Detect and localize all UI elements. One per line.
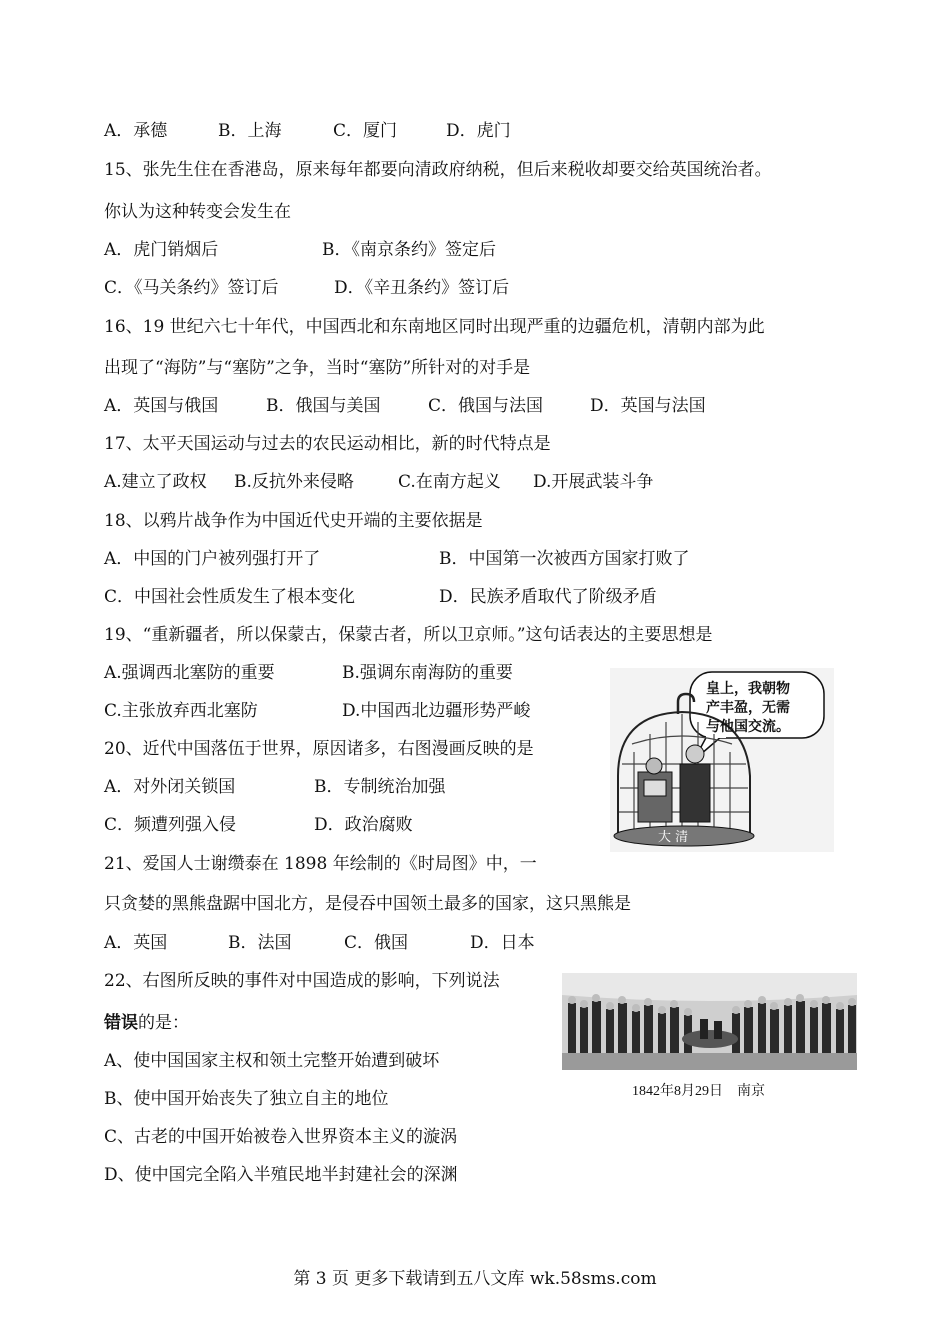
q22-option-c: C、古老的中国开始被卷入世界资本主义的漩涡 [104, 1127, 458, 1147]
q21-stem-line1: 21、爱国人士谢缵泰在 1898 年绘制的《时局图》中，一 [104, 854, 537, 874]
q16-option-a: A．英国与俄国 [104, 396, 219, 416]
q19-option-b: B.强调东南海防的重要 [342, 663, 513, 683]
photo-caption: 1842年8月29日 南京 [632, 1084, 765, 1099]
q15-stem-line2: 你认为这种转变会发生在 [104, 202, 291, 222]
q22-option-a: A、使中国国家主权和领土完整开始遭到破坏 [104, 1051, 440, 1071]
q19-option-a: A.强调西北塞防的重要 [104, 663, 275, 683]
q18-option-b: B．中国第一次被西方国家打败了 [439, 549, 690, 569]
bubble-line-1: 皇上，我朝物 [706, 681, 790, 697]
q22-stem: 22、右图所反映的事件对中国造成的影响，下列说法 [104, 971, 500, 991]
q14-option-a: A．承德 [104, 121, 168, 141]
q22-stem-line2 [104, 1012, 189, 1034]
q19-option-d: D.中国西北边疆形势严峻 [342, 701, 531, 721]
q22-wrong-keyword: 错误 [104, 1013, 138, 1033]
q15-option-d: D．《辛丑条约》签订后 [334, 278, 510, 298]
speech-bubble-text [706, 680, 816, 737]
q17-option-d: D.开展武装斗争 [533, 472, 654, 492]
treaty-photo-image [562, 973, 857, 1070]
q20-stem: 20、近代中国落伍于世界，原因诸多，右图漫画反映的是 [104, 739, 534, 759]
q18-option-a: A．中国的门户被列强打开了 [104, 549, 321, 569]
q16-stem-line2: 出现了“海防”与“塞防”之争，当时“塞防”所针对的对手是 [104, 358, 531, 378]
q16-stem-line1: 16、19 世纪六七十年代，中国西北和东南地区同时出现严重的边疆危机，清朝内部为此 [104, 317, 765, 337]
q19-stem: 19、“重新疆者，所以保蒙古，保蒙古者，所以卫京师。”这句话表达的主要思想是 [104, 625, 713, 645]
q18-option-c: C．中国社会性质发生了根本变化 [104, 587, 356, 607]
q22-option-d: D、使中国完全陷入半殖民地半封建社会的深渊 [104, 1165, 458, 1185]
bubble-line-2: 产丰盈，无需 [706, 700, 790, 716]
q21-option-a: A．英国 [104, 933, 168, 953]
q17-stem: 17、太平天国运动与过去的农民运动相比，新的时代特点是 [104, 434, 551, 454]
q15-option-b: B．《南京条约》签定后 [322, 240, 496, 260]
q17-option-c: C.在南方起义 [398, 472, 501, 492]
q17-option-a: A.建立了政权 [104, 472, 207, 492]
closed-door-cartoon [610, 668, 834, 852]
q18-option-d: D．民族矛盾取代了阶级矛盾 [439, 587, 657, 607]
treaty-signing-photo [562, 973, 857, 1070]
q21-stem-line2: 只贪婪的黑熊盘踞中国北方，是侵吞中国领土最多的国家，这只黑熊是 [104, 894, 631, 914]
q20-option-b: B．专制统治加强 [314, 777, 446, 797]
q16-option-b: B．俄国与美国 [266, 396, 381, 416]
bubble-line-3: 与他国交流。 [706, 719, 790, 735]
q14-option-b: B．上海 [218, 121, 282, 141]
q20-option-d: D．政治腐败 [314, 815, 413, 835]
q21-option-d: D．日本 [470, 933, 535, 953]
q15-option-a: A．虎门销烟后 [104, 240, 219, 260]
q15-stem-line1: 15、张先生住在香港岛，原来每年都要向清政府纳税，但后来税收却要交给英国统治者。 [104, 160, 772, 180]
q21-option-c: C．俄国 [344, 933, 409, 953]
q22-stem-rest: 的是： [138, 1013, 189, 1033]
q19-option-c: C.主张放弃西北塞防 [104, 701, 258, 721]
q16-option-c: C．俄国与法国 [428, 396, 544, 416]
cage-base-label: 大 清 [658, 830, 689, 845]
q22-option-b: B、使中国开始丧失了独立自主的地位 [104, 1089, 389, 1109]
q20-option-a: A．对外闭关锁国 [104, 777, 236, 797]
q16-option-d: D．英国与法国 [590, 396, 706, 416]
q15-option-c: C．《马关条约》签订后 [104, 278, 279, 298]
q14-option-d: D．虎门 [446, 121, 511, 141]
q18-stem: 18、以鸦片战争作为中国近代史开端的主要依据是 [104, 511, 483, 531]
q21-option-b: B．法国 [228, 933, 292, 953]
page-footer: 第 3 页 更多下载请到五八文库 wk.58sms.com [293, 1269, 657, 1289]
q17-option-b: B.反抗外来侵略 [234, 472, 354, 492]
q20-option-c: C．频遭列强入侵 [104, 815, 237, 835]
q14-option-c: C．厦门 [333, 121, 398, 141]
